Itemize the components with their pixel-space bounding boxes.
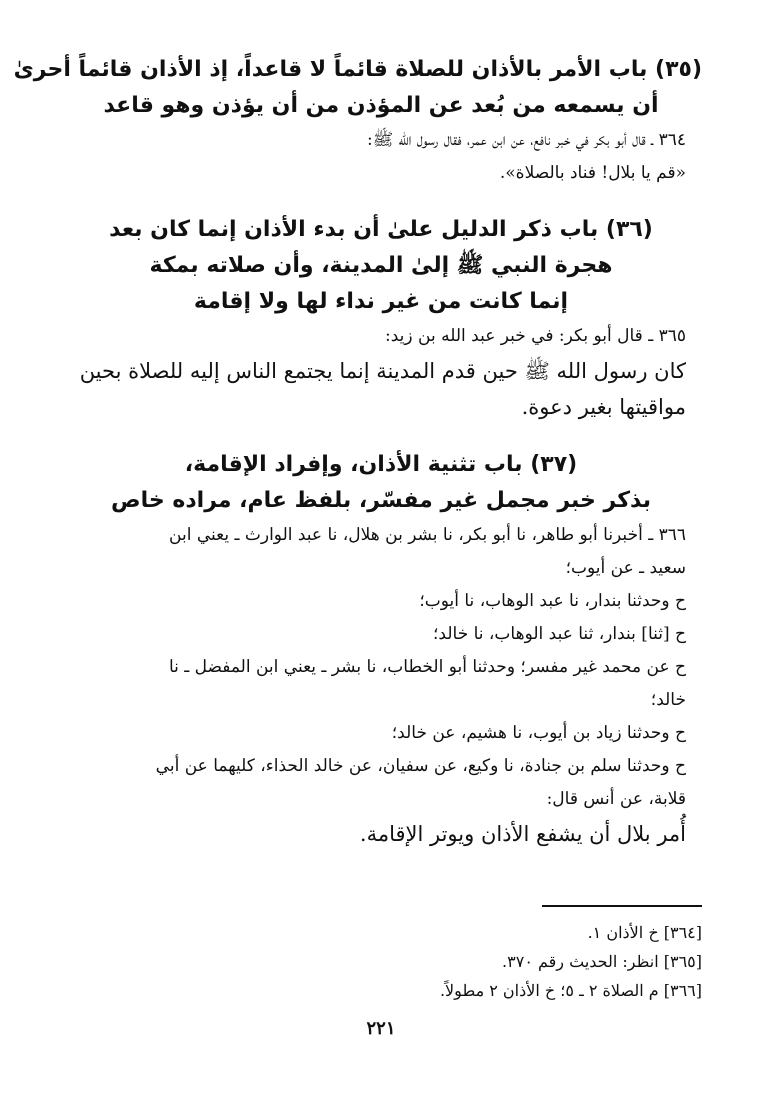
heading-line: أن يسمعه من بُعد عن المؤذن من أن يؤذن وهو قاعد (103, 93, 659, 118)
heading-line: (٣٥) باب الأمر بالأذان للصلاة قائماً لا قاعداً، إذ الأذان قائماً أحرىٰ (13, 57, 702, 82)
page-number: ٢٢١ (366, 1018, 396, 1039)
footnote: [٣٦٥] انظر: الحديث رقم ٣٧٠. (502, 952, 702, 971)
text-line: أُمر بلال أن يشفع الأذان ويوتر الإقامة. (359, 822, 686, 846)
chapter-heading-36 (60, 212, 702, 320)
text-line: خالد؛ (650, 690, 686, 710)
heading-line: هجرة النبي ﷺ إلىٰ المدينة، وأن صلاته بمكة (149, 253, 613, 278)
text-line: مواقيتها بغير دعوة. (521, 395, 686, 419)
text-line: سعيد ـ عن أيوب؛ (565, 558, 686, 578)
isnad-ha-3 (60, 651, 702, 717)
text-line: ٣٦٥ ـ قال أبو بكر: في خبر عبد الله بن زيد: (385, 326, 686, 346)
text-line: ٣٦٦ ـ أخبرنا أبو طاهر، نا أبو بكر، نا بشر بن هلال، نا عبد الوارث ـ يعني ابن (169, 525, 686, 545)
text-line: ح وحدثنا بندار، نا عبد الوهاب، نا أيوب؛ (419, 591, 686, 611)
isnad-ha-5 (60, 750, 702, 816)
text-line: ح وحدثنا سلم بن جنادة، نا وكيع، عن سفيان، عن خالد الحذاء، كليهما عن أبي (155, 756, 686, 776)
text-line: ح [ثنا] بندار، ثنا عبد الوهاب، نا خالد؛ (433, 624, 686, 644)
hadith-366-isnad (60, 519, 702, 585)
footnote: [٣٦٤] خ الأذان ١. (587, 923, 702, 942)
hadith-366-matn (60, 816, 702, 852)
hadith-364 (60, 124, 702, 190)
heading-line: (٣٧) باب تثنية الأذان، وإفراد الإقامة، (184, 452, 578, 477)
text-line: ح عن محمد غير مفسر؛ وحدثنا أبو الخطاب، نا بشر ـ يعني ابن المفضل ـ نا (168, 657, 686, 677)
isnad-ha-1 (60, 585, 702, 618)
isnad-ha-2 (60, 618, 702, 651)
text-line: كان رسول الله ﷺ حين قدم المدينة إنما يجتمع الناس إليه للصلاة بحين (79, 359, 686, 383)
footnote: [٣٦٦] م الصلاة ٢ ـ ٥؛ خ الأذان ٢ مطولاً. (439, 981, 702, 1000)
heading-line: (٣٦) باب ذكر الدليل علىٰ أن بدء الأذان إنما كان بعد (109, 217, 653, 242)
hadith-365-intro (60, 320, 702, 353)
footnotes (60, 918, 702, 1005)
heading-line: إنما كانت من غير نداء لها ولا إقامة (193, 289, 569, 314)
text-line: «قم يا بلال! فناد بالصلاة». (499, 163, 686, 183)
chapter-heading-35 (13, 52, 702, 124)
text-line: ٣٦٤ ـ قال أبو بكر في خبر نافع، عن ابن عمر، فقال رسول الله ﷺ: (367, 130, 686, 150)
isnad-ha-4 (60, 717, 702, 750)
chapter-heading-37 (60, 447, 702, 519)
hadith-365-text (60, 353, 702, 425)
text-line: ح وحدثنا زياد بن أيوب، نا هشيم، عن خالد؛ (391, 723, 686, 743)
footnote-divider (542, 905, 702, 907)
text-line: قلابة، عن أنس قال: (546, 789, 686, 809)
heading-line: بذكر خبر مجمل غير مفسّر، بلفظ عام، مراده خاص (111, 488, 651, 513)
